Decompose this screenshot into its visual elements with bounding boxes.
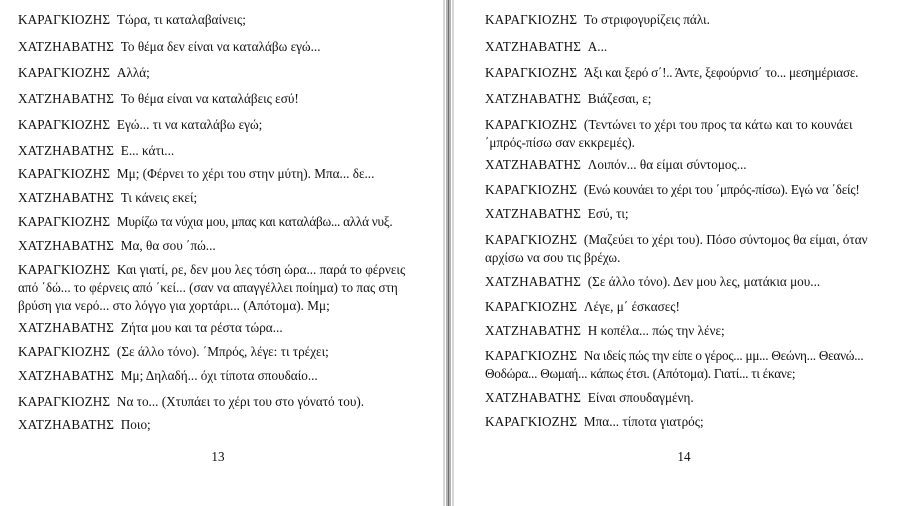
speaker-name: ΧΑΤΖΗΑΒΑΤΗΣ xyxy=(485,323,581,338)
dialogue-text: Αλλά; xyxy=(116,65,150,80)
dialogue-line xyxy=(18,367,424,385)
dialogue-text: Μμ; Δηλαδή... όχι τίποτα σπουδαίο... xyxy=(120,368,318,383)
dialogue-line xyxy=(485,389,889,407)
dialogue-line xyxy=(485,116,889,152)
dialogue-text: Ζήτα μου και τα ρέστα τώρα... xyxy=(120,320,283,335)
dialogue-line xyxy=(485,64,889,82)
speaker-name: ΧΑΤΖΗΑΒΑΤΗΣ xyxy=(485,91,581,106)
dialogue-line xyxy=(18,237,424,255)
dialogue-line xyxy=(485,273,889,291)
dialogue-text: (Σε άλλο τόνο). Δεν μου λες, ματάκια μου... xyxy=(587,274,821,289)
speaker-name: ΚΑΡΑΓΚΙΟΖΗΣ xyxy=(18,65,111,80)
dialogue-text: Το στριφογυρίζεις πάλι. xyxy=(583,12,710,27)
dialogue-text: Εσύ, τι; xyxy=(587,206,629,221)
dialogue-text: Να ιδείς πώς την είπε ο γέρος... μμ... Θεώνη... Θεανώ... Θοδώρα... Θωμαή... κάπως έτσι. (Απότομα). Γιατί... τι έκανε; xyxy=(485,348,864,381)
dialogue-line xyxy=(485,38,889,56)
speaker-name: ΧΑΤΖΗΑΒΑΤΗΣ xyxy=(485,157,581,172)
speaker-name: ΧΑΤΖΗΑΒΑΤΗΣ xyxy=(18,91,114,106)
speaker-name: ΚΑΡΑΓΚΙΟΖΗΣ xyxy=(485,117,578,132)
dialogue-line xyxy=(18,416,424,434)
speaker-name: ΧΑΤΖΗΑΒΑΤΗΣ xyxy=(485,39,581,54)
dialogue-text: Το θέμα δεν είναι να καταλάβω εγώ... xyxy=(120,39,321,54)
page-13 xyxy=(0,0,443,506)
speaker-name: ΧΑΤΖΗΑΒΑΤΗΣ xyxy=(18,238,114,253)
speaker-name: ΚΑΡΑΓΚΙΟΖΗΣ xyxy=(18,166,111,181)
dialogue-text: Και γιατί, ρε, δεν μου λες τόση ώρα... παρά το φέρνεις από ΄δώ... το φέρνεις από ΄κεί... (σαν να απαγγέλλει ποίημα) το πας στη βρύση για νερό... στο λόγγο για χορτάρι... (Απότομα). Μμ; xyxy=(18,262,406,313)
speaker-name: ΚΑΡΑΓΚΙΟΖΗΣ xyxy=(485,232,578,247)
speaker-name: ΚΑΡΑΓΚΙΟΖΗΣ xyxy=(485,299,578,314)
dialogue-text: Μυρίζω τα νύχια μου, μπας και καταλάβω... αλλά νυξ. xyxy=(116,214,393,229)
dialogue-line xyxy=(18,343,424,361)
dialogue-line xyxy=(18,393,424,411)
dialogue-text: Ε... κάτι... xyxy=(120,143,175,158)
speaker-name: ΧΑΤΖΗΑΒΑΤΗΣ xyxy=(18,368,114,383)
dialogue-line xyxy=(485,298,889,316)
dialogue-line xyxy=(485,347,889,383)
speaker-name: ΚΑΡΑΓΚΙΟΖΗΣ xyxy=(18,12,111,27)
dialogue-line xyxy=(18,64,424,82)
dialogue-text: (Ενώ κουνάει το χέρι του ΄μπρός-πίσω). Εγώ να ΄δείς! xyxy=(583,182,860,197)
dialogue-text: Τι κάνεις εκεί; xyxy=(120,190,198,205)
page-14 xyxy=(454,0,901,506)
dialogue-text: Λέγε, μ΄ έσκασες! xyxy=(583,299,680,314)
dialogue-text: Εγώ... τι να καταλάβω εγώ; xyxy=(116,117,263,132)
dialogue-text: Ποιο; xyxy=(120,417,151,432)
dialogue-text: Να το... (Χτυπάει το χέρι του στο γόνατό του). xyxy=(116,394,365,409)
speaker-name: ΚΑΡΑΓΚΙΟΖΗΣ xyxy=(18,262,111,277)
speaker-name: ΚΑΡΑΓΚΙΟΖΗΣ xyxy=(485,65,578,80)
speaker-name: ΧΑΤΖΗΑΒΑΤΗΣ xyxy=(18,320,114,335)
speaker-name: ΚΑΡΑΓΚΙΟΖΗΣ xyxy=(485,12,578,27)
dialogue-text: Μπα... τίποτα γιατρός; xyxy=(583,414,704,429)
dialogue-line xyxy=(18,189,424,207)
dialogue-line xyxy=(485,231,889,267)
speaker-name: ΧΑΤΖΗΑΒΑΤΗΣ xyxy=(485,274,581,289)
dialogue-text: Τώρα, τι καταλαβαίνεις; xyxy=(116,12,246,27)
dialogue-line xyxy=(485,90,889,108)
dialogue-text: Άξι και ξερό σ΄!.. Άντε, ξεφούρνισ΄ το... μεσημέριασε. xyxy=(583,65,859,80)
page-number: 14 xyxy=(677,449,691,464)
dialogue-text: Το θέμα είναι να καταλάβεις εσύ! xyxy=(120,91,299,106)
page-divider xyxy=(443,0,454,506)
dialogue-line xyxy=(485,413,889,431)
page-number: 13 xyxy=(211,449,225,464)
speaker-name: ΚΑΡΑΓΚΙΟΖΗΣ xyxy=(485,182,578,197)
speaker-name: ΧΑΤΖΗΑΒΑΤΗΣ xyxy=(18,190,114,205)
speaker-name: ΧΑΤΖΗΑΒΑΤΗΣ xyxy=(485,390,581,405)
dialogue-text: Η κοπέλα... πώς την λένε; xyxy=(587,323,725,338)
dialogue-line xyxy=(485,322,889,340)
dialogue-line xyxy=(18,90,424,108)
speaker-name: ΚΑΡΑΓΚΙΟΖΗΣ xyxy=(18,394,111,409)
speaker-name: ΚΑΡΑΓΚΙΟΖΗΣ xyxy=(485,348,578,363)
dialogue-line xyxy=(485,11,889,29)
dialogue-line xyxy=(18,319,424,337)
dialogue-text: (Μαζεύει το χέρι του). Πόσο σύντομος θα είμαι, όταν αρχίσω να σου τις βρέχω. xyxy=(485,232,868,265)
speaker-name: ΧΑΤΖΗΑΒΑΤΗΣ xyxy=(18,39,114,54)
dialogue-line xyxy=(18,165,424,183)
speaker-name: ΚΑΡΑΓΚΙΟΖΗΣ xyxy=(485,414,578,429)
dialogue-line xyxy=(18,261,424,315)
dialogue-line xyxy=(18,11,424,29)
dialogue-text: Είναι σπουδαγμένη. xyxy=(587,390,694,405)
dialogue-text: Λοιπόν... θα είμαι σύντομος... xyxy=(587,157,747,172)
dialogue-text: Μμ; (Φέρνει το χέρι του στην μύτη). Μπα... δε... xyxy=(116,166,375,181)
dialogue-text: Βιάζεσαι, ε; xyxy=(587,91,652,106)
speaker-name: ΧΑΤΖΗΑΒΑΤΗΣ xyxy=(18,143,114,158)
speaker-name: ΧΑΤΖΗΑΒΑΤΗΣ xyxy=(18,417,114,432)
dialogue-line xyxy=(18,116,424,134)
dialogue-line xyxy=(485,181,889,199)
dialogue-line xyxy=(18,142,424,160)
speaker-name: ΚΑΡΑΓΚΙΟΖΗΣ xyxy=(18,117,111,132)
speaker-name: ΚΑΡΑΓΚΙΟΖΗΣ xyxy=(18,344,111,359)
dialogue-text: Α... xyxy=(587,39,608,54)
speaker-name: ΚΑΡΑΓΚΙΟΖΗΣ xyxy=(18,214,111,229)
dialogue-line xyxy=(18,38,424,56)
dialogue-text: Μα, θα σου ΄πώ... xyxy=(120,238,216,253)
dialogue-line xyxy=(18,213,424,231)
dialogue-text: (Σε άλλο τόνο). ΄Μπρός, λέγε: τι τρέχει; xyxy=(116,344,329,359)
dialogue-line xyxy=(485,205,889,223)
dialogue-line xyxy=(485,156,889,174)
speaker-name: ΧΑΤΖΗΑΒΑΤΗΣ xyxy=(485,206,581,221)
dialogue-text: (Τεντώνει το χέρι του προς τα κάτω και το κουνάει ΄μπρός-πίσω σαν εκκρεμές). xyxy=(485,117,853,150)
